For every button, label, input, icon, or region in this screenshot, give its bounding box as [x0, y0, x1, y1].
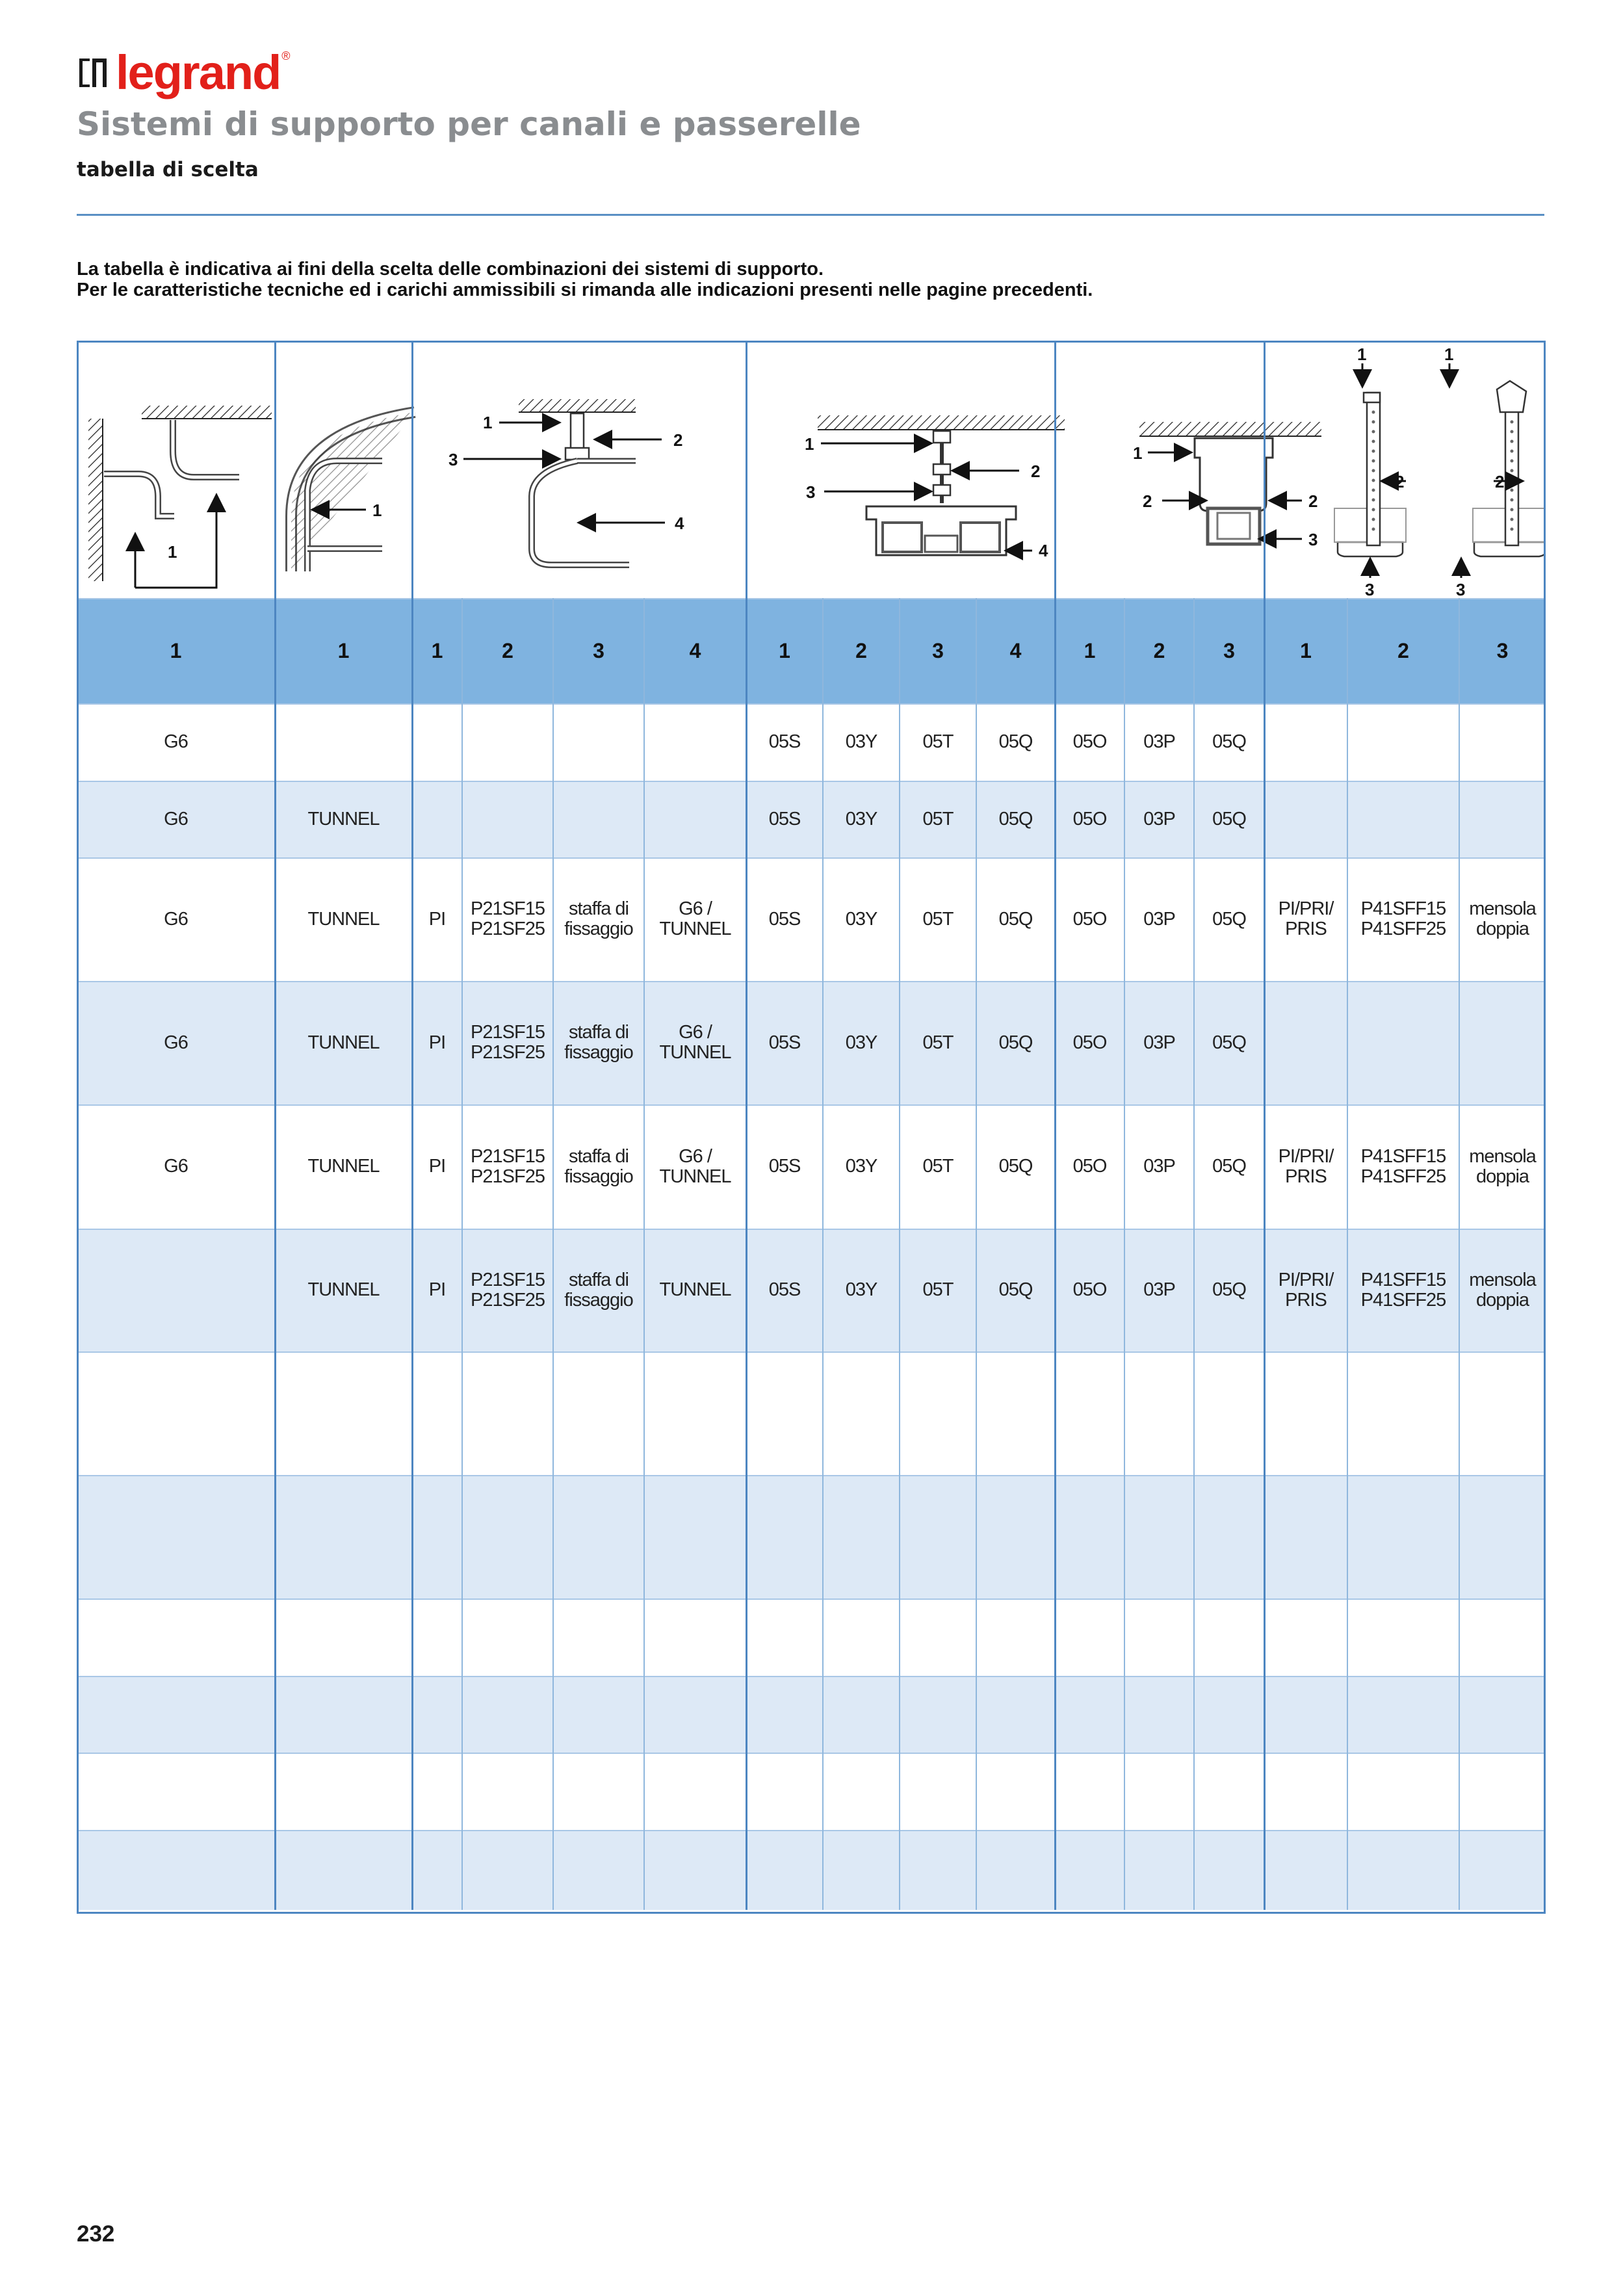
- header-cell: 1: [431, 638, 443, 662]
- header-cell: 3: [593, 638, 604, 662]
- table-cell: PI/PRI/ PRIS: [1278, 1269, 1334, 1311]
- table-cell: mensola doppia: [1469, 1145, 1536, 1187]
- table-cell: G6: [164, 1156, 188, 1177]
- table-cell: 05O: [1072, 1032, 1107, 1053]
- legrand-mark-icon: [77, 55, 109, 91]
- svg-text:2: 2: [1031, 462, 1041, 481]
- table-cell: 03P: [1143, 1156, 1175, 1177]
- svg-text:4: 4: [675, 514, 684, 533]
- table-cell: 05T: [922, 908, 954, 930]
- table-cell: 03Y: [845, 731, 877, 752]
- table-cell: staffa di fissaggio: [564, 898, 633, 939]
- table-cell: 05O: [1072, 808, 1107, 829]
- svg-text:3: 3: [1308, 530, 1318, 549]
- header-cell: 4: [689, 638, 701, 662]
- svg-text:4: 4: [1039, 541, 1048, 560]
- header-cell: 1: [337, 638, 350, 662]
- table-cell: 05Q: [1212, 1279, 1246, 1300]
- svg-text:1: 1: [168, 542, 177, 562]
- table-cell: 05Q: [998, 908, 1033, 930]
- header-cell: 3: [932, 638, 944, 662]
- table-cell: PI: [428, 1032, 446, 1053]
- table-cell: 05T: [922, 808, 954, 829]
- table-cell: TUNNEL: [307, 908, 380, 930]
- table-cell: mensola doppia: [1469, 1269, 1536, 1311]
- svg-text:3: 3: [1456, 580, 1466, 598]
- header-cell: 1: [1300, 638, 1312, 662]
- svg-text:2: 2: [673, 430, 683, 450]
- table-cell: P41SFF15 P41SFF25: [1360, 1145, 1446, 1187]
- table-cell: 05T: [922, 1156, 954, 1177]
- intro-line-1: La tabella è indicativa ai fini della scelta delle combinazioni dei sistemi di supporto.: [77, 259, 824, 280]
- header-cell: 1: [1084, 638, 1096, 662]
- table-cell: TUNNEL: [307, 1032, 380, 1053]
- table-cell: 05S: [768, 1156, 801, 1177]
- table-cell: G6 / TUNNEL: [659, 898, 731, 939]
- table-cell: G6: [164, 808, 188, 829]
- legrand-logo: [77, 47, 291, 99]
- svg-text:1: 1: [1444, 345, 1454, 364]
- header-cell: 2: [502, 638, 513, 662]
- table-cell: 05Q: [998, 1279, 1033, 1300]
- table-cell: 05Q: [998, 808, 1033, 829]
- table-cell: P41SFF15 P41SFF25: [1360, 1269, 1446, 1311]
- intro-text: [77, 259, 1093, 300]
- table-cell: TUNNEL: [307, 1156, 380, 1177]
- table-cell: P21SF15 P21SF25: [471, 1269, 545, 1311]
- table-cell: 03Y: [845, 908, 877, 930]
- table-cell: 05Q: [1212, 908, 1246, 930]
- table-cell: 03P: [1143, 1279, 1175, 1300]
- table-cell: 05S: [768, 1279, 801, 1300]
- table-cell: 05T: [922, 731, 954, 752]
- header-cell: 3: [1496, 638, 1509, 662]
- table-cell: G6 / TUNNEL: [659, 1145, 731, 1187]
- svg-text:2: 2: [1143, 491, 1152, 511]
- header-cell: 1: [779, 638, 790, 662]
- table-cell: 05Q: [1212, 808, 1246, 829]
- table-cell: 03Y: [845, 1032, 877, 1053]
- table-cell: PI: [428, 1279, 446, 1300]
- table-cell: 05S: [768, 731, 801, 752]
- table-cell: 05O: [1072, 731, 1107, 752]
- svg-text:3: 3: [448, 450, 458, 469]
- table-cell: TUNNEL: [307, 808, 380, 829]
- selection-table: [77, 341, 1546, 1914]
- table-cell: 03Y: [845, 808, 877, 829]
- table-cell: 03P: [1143, 731, 1175, 752]
- header-divider: [77, 214, 1544, 216]
- table-cell: 03P: [1143, 1032, 1175, 1053]
- svg-text:1: 1: [483, 413, 493, 432]
- table-cell: 05Q: [998, 731, 1033, 752]
- table-cell: P21SF15 P21SF25: [471, 1022, 545, 1063]
- table-cell: TUNNEL: [307, 1279, 380, 1300]
- table-cell: 05S: [768, 1032, 801, 1053]
- table-cell: 03P: [1143, 908, 1175, 930]
- header-cell: 4: [1009, 638, 1022, 662]
- table-cell: 05T: [922, 1279, 954, 1300]
- svg-text:2: 2: [1395, 472, 1405, 491]
- svg-text:1: 1: [372, 501, 382, 520]
- table-cell: 05T: [922, 1032, 954, 1053]
- page-title: Sistemi di supporto per canali e passerelle: [77, 105, 861, 143]
- table-cell: 05Q: [998, 1156, 1033, 1177]
- table-cell: 05S: [768, 808, 801, 829]
- table-cell: staffa di fissaggio: [564, 1145, 633, 1187]
- table-cell: 05Q: [998, 1032, 1033, 1053]
- registered-mark: ®: [281, 49, 291, 62]
- table-cell: staffa di fissaggio: [564, 1269, 633, 1311]
- table-border: [77, 341, 1546, 1914]
- table-cell: 05Q: [1212, 731, 1246, 752]
- table-cell: 05O: [1072, 1279, 1107, 1300]
- svg-text:2: 2: [1495, 472, 1505, 491]
- table-cell: P21SF15 P21SF25: [471, 1145, 545, 1187]
- header-cell: 2: [1153, 638, 1165, 662]
- page-subtitle: tabella di scelta: [77, 158, 259, 181]
- table-cell: 05Q: [1212, 1032, 1246, 1053]
- table-cell: 05O: [1072, 908, 1107, 930]
- table-cell: PI/PRI/ PRIS: [1278, 898, 1334, 939]
- table-cell: PI: [428, 1156, 446, 1177]
- table-cell: 03P: [1143, 808, 1175, 829]
- table-cell: 05Q: [1212, 1156, 1246, 1177]
- svg-text:3: 3: [1365, 580, 1375, 598]
- table-cell: TUNNEL: [659, 1279, 731, 1300]
- header-cell: 2: [1397, 638, 1409, 662]
- header-cell: 3: [1223, 638, 1235, 662]
- svg-text:1: 1: [805, 434, 814, 454]
- table-cell: G6: [164, 908, 188, 930]
- brand-name: legrand: [116, 46, 281, 99]
- table-cell: P21SF15 P21SF25: [471, 898, 545, 939]
- table-cell: 03Y: [845, 1156, 877, 1177]
- svg-text:1: 1: [1133, 443, 1143, 463]
- svg-text:2: 2: [1308, 491, 1318, 511]
- table-cell: G6: [164, 1032, 188, 1053]
- table-cell: G6: [164, 731, 188, 752]
- page-number: 232: [77, 2221, 115, 2247]
- table-cell: PI: [428, 908, 446, 930]
- table-cell: P41SFF15 P41SFF25: [1360, 898, 1446, 939]
- table-cell: PI/PRI/ PRIS: [1278, 1145, 1334, 1187]
- table-cell: staffa di fissaggio: [564, 1022, 633, 1063]
- table-cell: G6 / TUNNEL: [659, 1022, 731, 1063]
- header-cell: 2: [855, 638, 867, 662]
- table-cell: mensola doppia: [1469, 898, 1536, 939]
- table-cell: 03Y: [845, 1279, 877, 1300]
- table-cell: 05S: [768, 908, 801, 930]
- header-cell: 1: [170, 638, 182, 662]
- svg-text:3: 3: [806, 482, 816, 502]
- intro-line-2: Per le caratteristiche tecniche ed i carichi ammissibili si rimanda alle indicazioni presenti nelle pagine precedenti.: [77, 280, 1093, 300]
- table-cell: 05O: [1072, 1156, 1107, 1177]
- svg-text:1: 1: [1357, 345, 1367, 364]
